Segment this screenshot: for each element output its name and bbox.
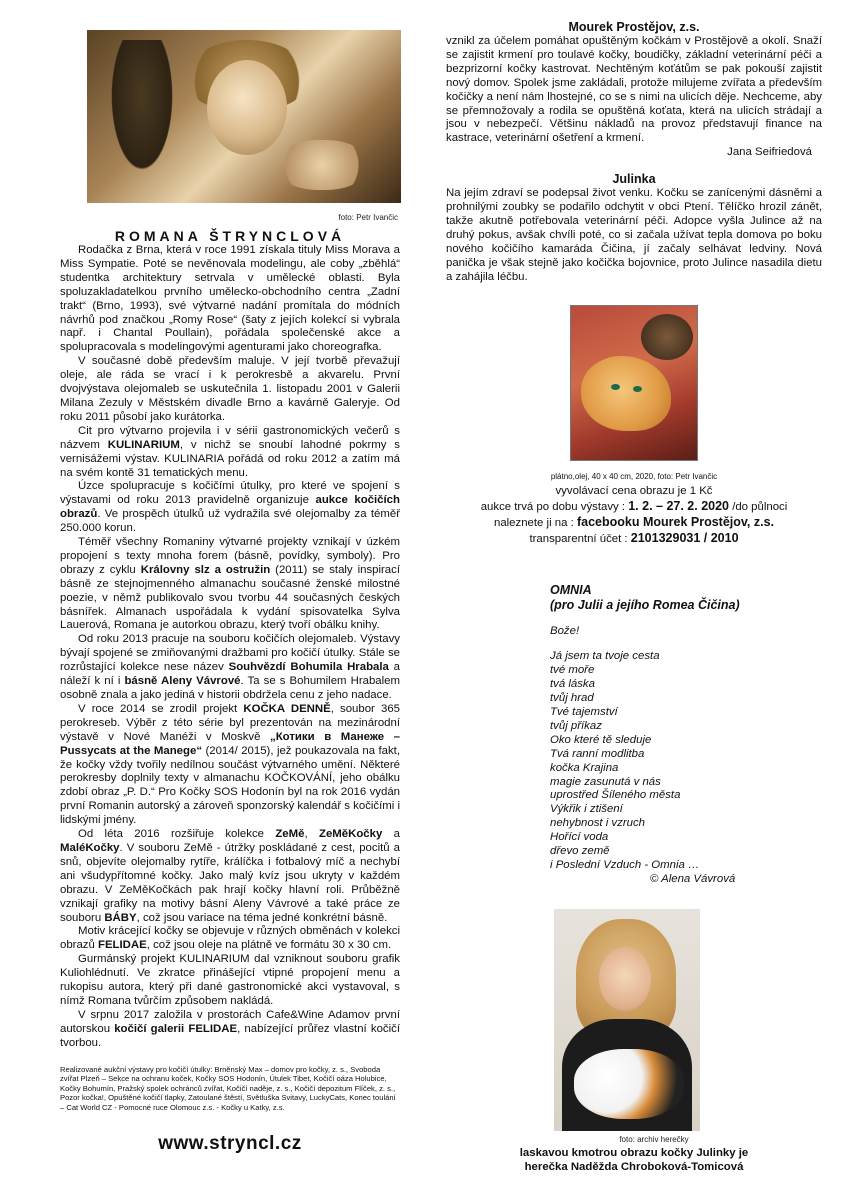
actress-caption: laskavou kmotrou obrazu kočky Julinky je herečka Naděžda Chroboková-Tomicová [519, 1146, 749, 1173]
actress-photo-caption: foto: archiv herečky [619, 1134, 689, 1144]
cat-painting [570, 305, 698, 461]
right-column [446, 20, 822, 1174]
julinka-heading: Julinka [612, 172, 656, 187]
left-column [60, 30, 400, 1155]
poem-opening: Bože! [550, 624, 580, 637]
bank-account: transparentní účet : 2101329031 / 2010 [529, 530, 739, 545]
poem-line: tvůj příkaz [550, 719, 602, 732]
poem-line: Výkřik i ztišení [550, 803, 623, 816]
poem-line: tvá láska [550, 678, 595, 691]
actress-photo [554, 909, 700, 1131]
painting-caption: plátno,olej, 40 x 40 cm, 2020, foto: Petr Ivančic [550, 471, 718, 481]
poem-line: uprostřed Šíleného města [550, 789, 681, 802]
mourek-text: vznikl za účelem pomáhat opuštěným kočkám v Prostějově a okolí. Snaží se zajistit krmení pro toulavé kočky, boudičky, základní veterinární péči a bezprizorní kočky kastrovat. Nechtěným koťátům se pak pokouší zajistit nový domov. Spolek jsme zakládali, protože milujeme zvířata a především kočičky a není nám lhostejné, co se s nimi na ulicích děje. Nechceme, aby se přemnožovaly a rodila se opuštěná koťata, která na ulicích strádají a jsou v nebezpečí. Většinu nákladů na provoz představují finance na kastrace, veterinární ošetření a krmení. Jana Seifriedová [446, 35, 822, 159]
mourek-heading: Mourek Prostějov, z.s. [568, 20, 700, 34]
painting-info [446, 469, 822, 547]
artist-biography: Rodačka z Brna, která v roce 1991 získala tituly Miss Morava a Miss Sympatie. Poté se nevěnovala modelingu, ale coby „zběhlá“ studentka architektury setrvala v umělecké oblasti. Byla spoluzakladatelkou prvního umělecko-obchodního centra „Zadní trakt“ (Brno, 1993), své výtvarné nadání promítala do módních návrhů pod značkou „Romy Rose“ (šaty z jejích kolekcí si vybrala např. i Chantal Poullain), pořádala společenské akce a spolupracovala s modelingovými agenturami jako choreografka. V současné době především maluje. V její tvorbě převažují oleje, ale ráda se vrací i k perokresbě a akvarelu. První dvojvýstava olejomaleb se uskutečnila 1. listopadu 2001 v Galerii Milana Zezuly v Městském divadle Brno a kavárně Galeryje. Od roku 2011 působí jako kurátorka. Cit pro výtvarno projevila i v sérii gastronomických večerů s názvem KULINARIUM, v nichž se snoubí lahodné pokrmy s vernisážemi výstav. KULINARIA pořádá od roku 2012 a zatím má na svém kontě 31 tematických menu. Úzce spolupracuje s kočičími útulky, pro které ve spojení s výstavami od roku 2013 pravidelně organizuje aukce kočičích obrazů. Ve prospěch útulků už vydražila své olejomalby za téměř 250.000 korun. Téměř všechny Romaniny výtvarné projekty vznikají v úzkém propojení s texty mnoha forem (básně, povídky, symboly). Pro obrazy z cyklu Královny slz a ostružin (2011) se staly inspirací básně ze stejnojmenného almanachu současné ženské milostné poezie, v němž publikovalo svou tvorbu 44 současných českých básnířek. Almanach uspořádala k vydání spisovatelka Sylva Lauerová, Romana je autorkou obrazu, který tvoří obálku knihy. Od roku 2013 pracuje na souboru kočičích olejomaleb. Výstavy bývají spojené se zmiňovanými dražbami pro kočičí útulky. Stále se rozrůstající kolekce nese název Souhvězdí Bohumila Hrabala a náleží k ní i básně Aleny Vávrové. Ta se s Bohumilem Hrabalem osobně znala a jako jediná v historii obdržela cenu z jeho nadace. V roce 2014 se zrodil projekt KOČKA DENNĚ, soubor 365 perokreseb. Výběr z této série byl prezentován na mezinárodní výstavě v Nové Manéži v Moskvě „Котики в Манеже – Pussycats at the Manege“ (2014/ 2015), jež poukazovala na fakt, že kočky vždy tvořily nedílnou součást výtvarného umění. Některé perokresby doplnily texty v almanachu KOČKOVÁNÍ, jeho obálku zdobí obraz „P. D.“ Pro Kočky SOS Hodonín byl na rok 2016 vydán první Romanin autorský a zároveň sponzorský kalendář s kočičími i lidskými jmény. Od léta 2016 rozšiřuje kolekce ZeMě, ZeMěKočky a MaléKočky. V souboru ZeMě - útržky poskládané z cest, pocitů a snů, objevíte olejomalby rytíře, králíčka i fotbalový míč a nechybí ani všudypřítomné kočky. Jako malý kvíz jsou ukryty v každém obrazu. V ZeMěKočkách pak hrají kočky hlavní roli. Průběžně vznikají grafiky na motivy básní Aleny Vávrové a také práce ze souboru BÁBY, což jsou variace na téma jedné konkrétní básně. Motiv krácející kočky se objevuje v různých obměnách v kolekci obrazů FELIDAE, což jsou oleje na plátně ve formátu 30 x 30 cm. Gurmánský projekt KULINARIUM dal vzniknout souboru grafik Kuliohlédnutí. Ve zkratce přinášející vtipné propojení menu a rukopisu autora, který při dané gastronomické akci vystavoval, s nímž Romana tvůrčím způsobem nakládá. V srpnu 2017 založila v prostorách Cafe&Wine Adamov první autorskou kočičí galerii FELIDAE, nabízející průřez vlastní kočičí tvorbou. [60, 244, 401, 1049]
portrait-photo [87, 30, 401, 203]
poem-line: Já jsem ta tvoje cesta [550, 650, 660, 663]
poem-line: tvůj hrad [550, 692, 594, 705]
poem-line: magie zasunutá v nás [550, 775, 661, 788]
poem-line: Oko které tě sleduje [550, 733, 652, 746]
poem-line: i Poslední Vzduch - Omnia … [550, 859, 700, 871]
poem-copyright: © Alena Vávrová [650, 872, 736, 885]
auction-location: naleznete ji na : facebooku Mourek Prostějov, z.s. [493, 514, 774, 529]
poem-omnia [550, 583, 822, 887]
poem-line: Hořící voda [550, 831, 609, 844]
poem-line: Tvé tajemství [550, 706, 618, 719]
start-price: vyvolávací cena obrazu je 1 Kč [555, 484, 713, 497]
poem-line: kočka Krajina [550, 761, 619, 774]
auction-shelters-note: Realizované aukční výstavy pro kočičí útulky: Brněnský Max – domov pro kočky, z. s., Svoboda zvířat Plzeň – Sekce na ochranu koček, Kočky SOS Hodonín, Útulek Tibet, Kočičí oáza Holubice, Kočky Bohumín, Pražský spolek ochránců zvířat, Kočičí naděje, z. s., Kočičí depozitum Flíček, z. s., Pozor kočka!, Opuštěné kočičí tlapky, Zatoulané štěstí, Světluška Svitavy, LuckyCats, Konec toulání – Cat World CZ - Pomocné ruce Olomouc z.s. - Kočky u Katky, z.s. [60, 1064, 396, 1112]
poem-line: nehybnost i vzruch [550, 817, 645, 830]
portrait-photo-caption: foto: Petr Ivančic [338, 213, 398, 222]
poem-subtitle: (pro Julii a jejího Romea Čičina) [550, 597, 740, 612]
poem-line: Tvá ranní modlitba [550, 747, 645, 760]
julinka-text: Na jejím zdraví se podepsal život venku. Kočku se zanícenými dásněmi a prohnilými zoubky se podařilo odchytit v obci Ptení. Tělíčko hrozil zánět, takže akutně potřebovala veterinární péči. Adopce vyšla Julince až na druhý pokus, avšak chvíli poté, co si začala užívat tepla domova po boku nového kočičího kamaráda Čičina, jí začaly selhávat ledviny. Nová panička je však stejně jako kočička bojovnice, proto Julince nasadila dietu a zahájila léčbu. [446, 187, 822, 283]
mourek-signature: Jana Seifriedová [727, 146, 812, 159]
auction-period: aukce trvá po dobu výstavy : 1. 2. – 27. 2. 2020 /do půlnoci [480, 498, 788, 513]
artist-name: ROMANA ŠTRYNCLOVÁ [114, 228, 346, 244]
poem-line: dřevo země [550, 845, 610, 858]
poem-line: tvé moře [550, 664, 595, 677]
poem-title: OMNIA [550, 582, 592, 597]
website-link[interactable]: www.stryncl.cz [158, 1132, 302, 1154]
